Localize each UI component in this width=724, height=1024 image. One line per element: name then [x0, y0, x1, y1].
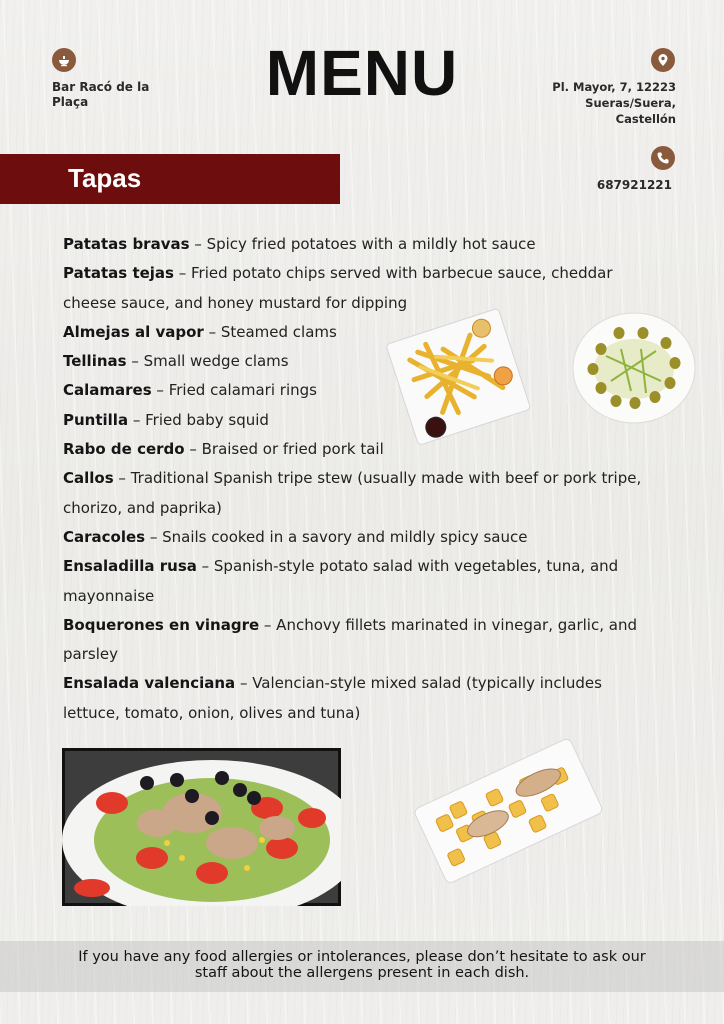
menu-item-name: Patatas tejas	[63, 264, 174, 283]
menu-item-description: – Valencian-style mixed salad (typically includes lettuce, tomato, onion, olives and tuna)	[63, 674, 602, 722]
menu-item-name: Rabo de cerdo	[63, 440, 185, 459]
menu-item-description: – Fried calamari rings	[151, 381, 317, 400]
allergen-notice	[0, 941, 724, 992]
menu-item-name: Callos	[63, 469, 114, 488]
salad-photo	[62, 748, 341, 906]
menu-item-name: Ensalada valenciana	[63, 674, 236, 693]
menu-item-description: – Anchovy fillets marinated in vinegar, garlic, and parsley	[63, 615, 637, 664]
menu-item-description: – Braised or fried pork tail	[184, 440, 384, 459]
menu-item	[63, 552, 663, 611]
phone-number: 687921221	[596, 178, 672, 192]
page-title: MENU	[265, 37, 459, 109]
menu-item	[63, 230, 663, 259]
allergen-notice-text: If you have any food allergies or intolerances, please don’t hesitate to ask our staff about the allergens present in each dish.	[78, 949, 646, 981]
menu-item-list	[63, 230, 663, 728]
address: Pl. Mayor, 7, 12223 Sueras/Suera, Castellón	[552, 80, 676, 126]
menu-item	[63, 611, 663, 670]
menu-item-name: Puntilla	[63, 410, 129, 429]
menu-item-description: – Fried baby squid	[128, 410, 269, 429]
menu-item	[63, 464, 663, 523]
menu-item	[63, 669, 663, 728]
menu-item-name: Tellinas	[63, 352, 127, 371]
section-header-tapas	[0, 154, 340, 204]
menu-item-description: – Steamed clams	[203, 322, 337, 341]
menu-item-description: – Traditional Spanish tripe stew (usually made with beef or pork tripe, chorizo, and paprika)	[63, 469, 642, 517]
menu-item-description: – Fried potato chips served with barbecue sauce, cheddar cheese sauce, and honey mustard for dipping	[63, 264, 613, 312]
menu-item-description: – Spicy fried potatoes with a mildly hot sauce	[189, 235, 536, 253]
phone-icon	[651, 146, 675, 170]
olive-dish-image	[571, 311, 697, 425]
menu-item-name: Almejas al vapor	[63, 322, 204, 341]
menu-item-name: Calamares	[63, 381, 152, 400]
potatoes-chicken-image	[412, 728, 604, 892]
menu-item-name: Patatas bravas	[63, 235, 190, 253]
location-pin-icon	[651, 48, 675, 72]
menu-item-description: – Small wedge clams	[126, 352, 289, 371]
menu-item-name: Caracoles	[63, 527, 146, 546]
fries-plate-image	[378, 306, 538, 452]
menu-item-name: Boquerones en vinagre	[63, 615, 260, 634]
menu-item-name: Ensaladilla rusa	[63, 557, 197, 576]
bar-name: Bar Racó de la Plaça	[52, 80, 150, 109]
menu-item	[63, 435, 663, 464]
menu-item-description: – Spanish-style potato salad with vegetables, tuna, and mayonnaise	[63, 557, 619, 605]
section-title: Tapas	[68, 163, 142, 193]
menu-item-description: – Snails cooked in a savory and mildly spicy sauce	[145, 527, 528, 546]
menu-item	[63, 259, 663, 318]
menu-item	[63, 523, 663, 552]
